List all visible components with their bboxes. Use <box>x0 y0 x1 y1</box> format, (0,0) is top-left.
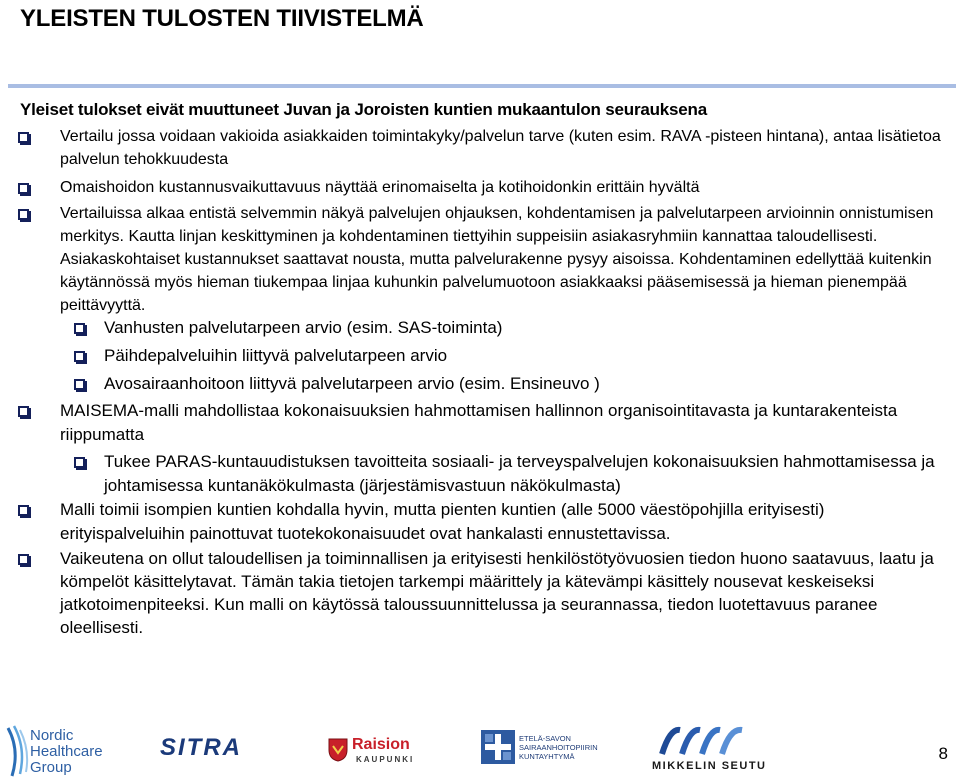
etela-savo-line2: SAIRAANHOITOPIIRIN <box>519 743 598 752</box>
etela-savo-logo <box>481 730 621 770</box>
checkbox-bullet-icon <box>18 406 29 417</box>
etela-savo-line3: KUNTAYHTYMÄ <box>519 752 575 761</box>
checkbox-bullet-icon <box>18 505 29 516</box>
checkbox-bullet-icon <box>18 132 29 143</box>
hospital-district-emblem-icon <box>481 730 515 764</box>
checkbox-bullet-icon <box>74 457 85 468</box>
mikkelin-waves-icon <box>658 724 748 758</box>
checkbox-bullet-icon <box>74 323 85 334</box>
nordic-swoosh-icon <box>4 722 30 778</box>
nordic-healthcare-logo <box>4 722 124 778</box>
checkbox-bullet-icon <box>18 554 29 565</box>
raisio-logo <box>328 738 448 768</box>
title-divider <box>8 84 956 88</box>
sitra-logo: SITRA <box>160 734 242 761</box>
raisio-logo-sub: KAUPUNKI <box>356 755 415 764</box>
page-number: 8 <box>938 744 948 763</box>
mikkelin-seutu-logo <box>650 724 767 776</box>
checkbox-bullet-icon <box>18 209 29 220</box>
nordic-logo-line1: Nordic <box>30 727 74 744</box>
etela-savo-line1: ETELÄ-SAVON <box>519 734 571 743</box>
nordic-logo-line3: Group <box>30 759 72 776</box>
raisio-coat-of-arms-icon <box>328 738 348 762</box>
checkbox-bullet-icon <box>74 379 85 390</box>
slide-subtitle: Yleiset tulokset eivät muuttuneet Juvan ja Joroisten kuntien mukaantulon seurauksena <box>20 100 707 119</box>
slide-title: YLEISTEN TULOSTEN TIIVISTELMÄ <box>20 5 424 32</box>
nordic-logo-line2: Healthcare <box>30 743 103 760</box>
checkbox-bullet-icon <box>74 351 85 362</box>
raisio-logo-name: Raision <box>352 736 410 753</box>
mikkelin-seutu-text: MIKKELIN SEUTU <box>652 760 767 772</box>
checkbox-bullet-icon <box>18 183 29 194</box>
